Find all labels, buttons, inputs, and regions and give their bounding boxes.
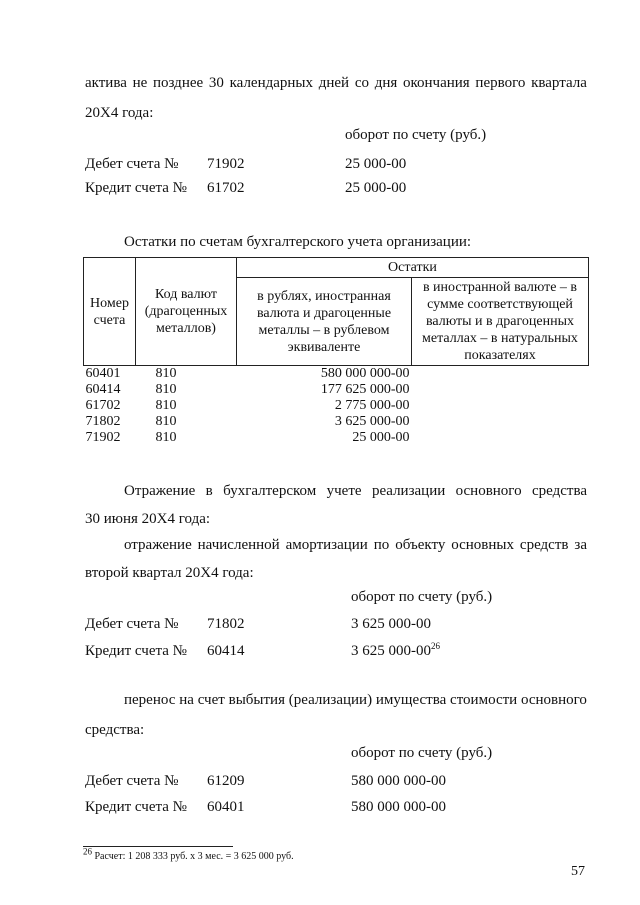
word: основного xyxy=(520,692,587,708)
credit-label: Кредит счета № xyxy=(85,799,187,815)
paragraph-line: средства: xyxy=(85,722,145,738)
debit-amount: 3 625 000-00 xyxy=(351,616,431,632)
debit-account: 71802 xyxy=(207,616,245,632)
debit-account: 61209 xyxy=(207,773,245,789)
word: средства xyxy=(531,483,587,499)
paragraph-line xyxy=(124,537,587,554)
paragraph-line xyxy=(124,483,587,500)
footnote xyxy=(83,846,294,862)
table-row xyxy=(84,430,589,446)
credit-label: Кредит счета № xyxy=(85,643,187,659)
header-currency-code: Код валют (драгоценных металлов) xyxy=(136,258,237,366)
credit-account: 60401 xyxy=(207,799,245,815)
row-fx xyxy=(412,382,589,398)
balances-intro: Остатки по счетам бухгалтерского учета организации: xyxy=(124,234,472,250)
table-row xyxy=(84,382,589,398)
word: (реализации) xyxy=(288,692,373,708)
word: счет xyxy=(197,692,225,708)
paragraph-line xyxy=(124,692,587,709)
row-fx xyxy=(412,366,589,383)
word: реализации xyxy=(371,483,446,499)
table-row xyxy=(84,398,589,414)
word: дня xyxy=(374,75,398,91)
word: 30 xyxy=(208,75,224,91)
row-account: 71902 xyxy=(85,430,121,445)
word: стоимости xyxy=(450,692,518,708)
turnover-header: оборот по счету (руб.) xyxy=(351,745,493,761)
word: позднее xyxy=(153,75,204,91)
word: отражение xyxy=(124,537,192,553)
footnote-reference: 26 xyxy=(431,641,440,651)
row-code: 810 xyxy=(155,366,177,381)
header-rub-balance: в рублях, иностранная валюта и драгоценные металлы – в рублевом эквиваленте xyxy=(237,278,412,366)
row-account: 71802 xyxy=(85,414,121,429)
word: бухгалтерском xyxy=(223,483,317,499)
debit-account: 71902 xyxy=(207,156,245,172)
paragraph-line: 30 июня 20Х4 года: xyxy=(85,511,211,527)
paragraph-line: второй квартал 20Х4 года: xyxy=(85,565,254,581)
paragraph-line xyxy=(85,75,587,92)
word: основных xyxy=(451,537,514,553)
footnote-text: Расчет: 1 208 333 руб. х 3 мес. = 3 625 000 руб. xyxy=(94,851,294,862)
word: учете xyxy=(326,483,362,499)
turnover-header: оборот по счету (руб.) xyxy=(351,589,493,605)
word: квартала xyxy=(531,75,587,91)
row-rub: 177 625 000-00 xyxy=(320,382,410,397)
debit-label: Дебет счета № xyxy=(85,773,179,789)
row-rub: 25 000-00 xyxy=(352,430,410,445)
row-code: 810 xyxy=(155,414,177,429)
word: объекту xyxy=(395,537,446,553)
word: календарных xyxy=(229,75,314,91)
debit-amount: 580 000 000-00 xyxy=(351,773,446,789)
row-fx xyxy=(412,398,589,414)
balances-table xyxy=(83,257,589,446)
word: Отражение xyxy=(124,483,196,499)
paragraph-line: 20Х4 года: xyxy=(85,105,154,121)
page-number: 57 xyxy=(571,864,585,879)
word: имущества xyxy=(375,692,447,708)
table-row xyxy=(84,414,589,430)
word: не xyxy=(132,75,148,91)
turnover-header: оборот по счету (руб.) xyxy=(345,127,487,143)
debit-amount: 25 000-00 xyxy=(345,156,407,172)
debit-label: Дебет счета № xyxy=(85,156,179,172)
word: со xyxy=(354,75,369,91)
credit-amount: 25 000-00 xyxy=(345,180,407,196)
word: средств xyxy=(519,537,569,553)
word: перенос xyxy=(124,692,176,708)
header-balances: Остатки xyxy=(237,258,589,278)
row-rub: 2 775 000-00 xyxy=(334,398,410,413)
word: актива xyxy=(85,75,127,91)
row-rub: 580 000 000-00 xyxy=(320,366,410,381)
row-fx xyxy=(412,430,589,446)
row-code: 810 xyxy=(155,430,177,445)
credit-amount xyxy=(351,643,440,660)
word: первого xyxy=(475,75,526,91)
table-row xyxy=(84,366,589,383)
header-fx-balance: в иностранной валюте – в сумме соответствующей валюты и в драгоценных металлах – в натуральных показателях xyxy=(412,278,589,366)
debit-label: Дебет счета № xyxy=(85,616,179,632)
word: на xyxy=(179,692,194,708)
word: амортизации xyxy=(285,537,368,553)
word: выбытия xyxy=(228,692,285,708)
word: за xyxy=(574,537,587,553)
word: по xyxy=(373,537,390,553)
credit-amount: 580 000 000-00 xyxy=(351,799,446,815)
credit-amount-value: 3 625 000-00 xyxy=(351,643,431,659)
word: в xyxy=(205,483,213,499)
word: окончания xyxy=(402,75,470,91)
word: дней xyxy=(318,75,350,91)
credit-label: Кредит счета № xyxy=(85,180,187,196)
word: основного xyxy=(455,483,522,499)
row-account: 60414 xyxy=(85,382,121,397)
row-code: 810 xyxy=(155,382,177,397)
credit-account: 61702 xyxy=(207,180,245,196)
row-account: 60401 xyxy=(85,366,121,381)
footnote-separator xyxy=(83,846,233,847)
row-fx xyxy=(412,414,589,430)
footnote-marker: 26 xyxy=(83,846,92,857)
row-code: 810 xyxy=(155,398,177,413)
word: начисленной xyxy=(197,537,280,553)
row-account: 61702 xyxy=(85,398,121,413)
header-account-number: Номер счета xyxy=(84,258,136,366)
row-rub: 3 625 000-00 xyxy=(334,414,410,429)
credit-account: 60414 xyxy=(207,643,245,659)
